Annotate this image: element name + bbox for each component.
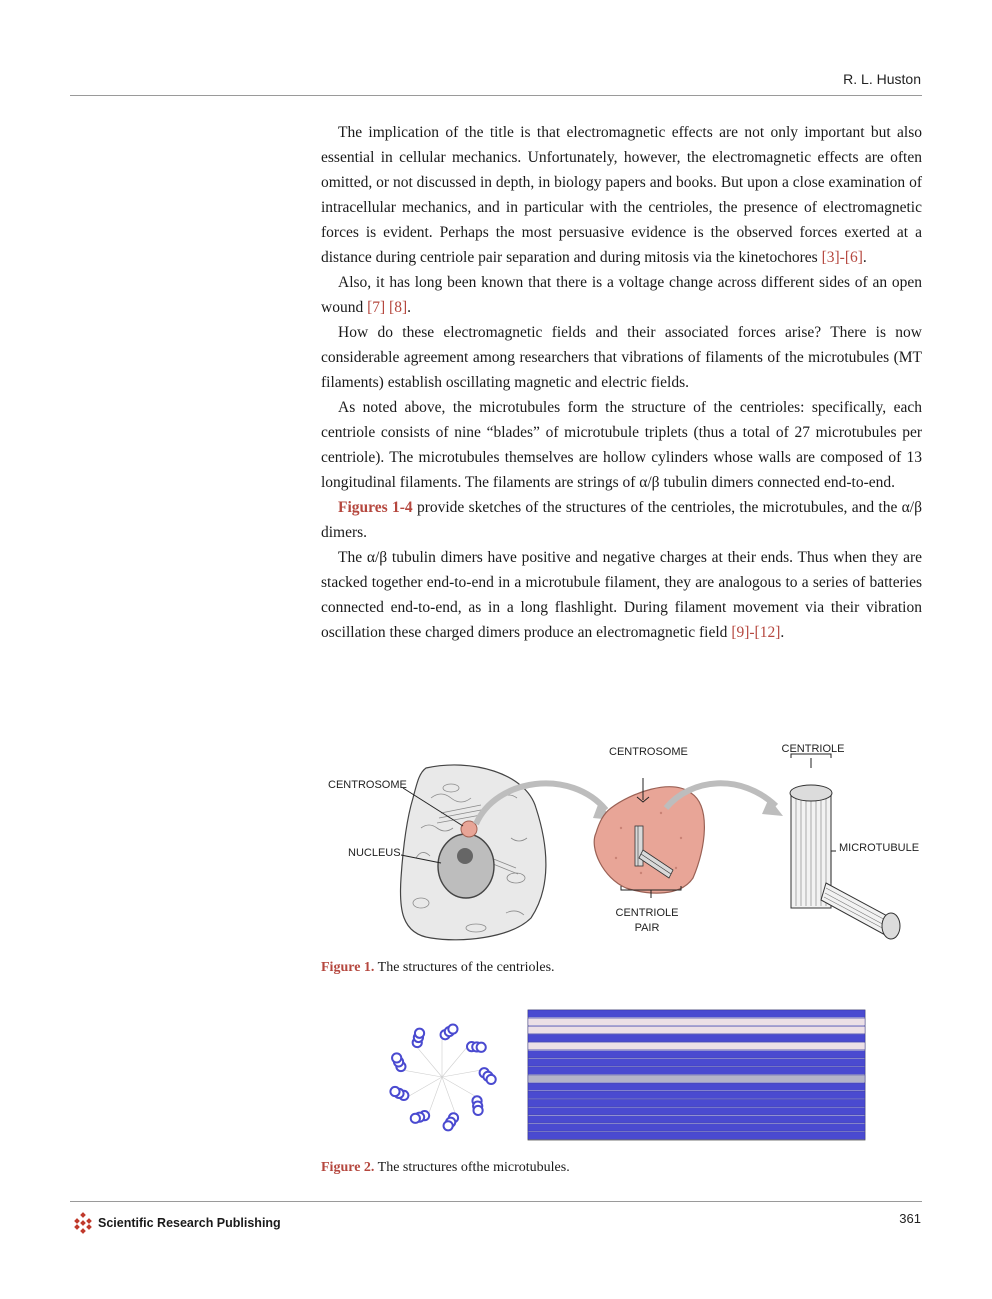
figure-2-microtubule-illustration	[370, 1005, 880, 1150]
paragraph-2: Also, it has long been known that there is a voltage change across different sides of an open wound [7] [8].	[321, 274, 922, 316]
filament-band	[528, 1132, 865, 1139]
filament-band	[528, 1010, 865, 1017]
spoke	[428, 1077, 442, 1116]
filament-band	[528, 1043, 865, 1050]
label-nucleus: NUCLEUS	[348, 847, 401, 859]
figure-2-caption-text: The structures ofthe microtubules.	[374, 1160, 570, 1175]
filament-band	[528, 1091, 865, 1098]
microtubule-triplet-circle	[477, 1043, 486, 1052]
filament-band	[528, 1059, 865, 1066]
page-number: 361	[899, 1211, 921, 1226]
body-text	[321, 120, 922, 645]
microtubule-triplet-circle	[473, 1106, 482, 1115]
microtubule-triplet-circle	[411, 1114, 420, 1123]
centriole-3d	[790, 785, 900, 939]
microtubule-triplet-circle	[444, 1121, 453, 1130]
filament-band	[528, 1067, 865, 1074]
microtubule-triplet-circle	[448, 1024, 457, 1033]
figure-2-caption	[321, 1160, 570, 1176]
spoke	[406, 1077, 442, 1098]
figure-1-caption-text: The structures of the centrioles.	[374, 960, 555, 975]
filament-band	[528, 1018, 865, 1025]
spoke	[415, 1045, 442, 1077]
microtubule-triplet-circle	[487, 1075, 496, 1084]
label-centriole-pair-1: CENTRIOLE	[615, 907, 679, 919]
figure-1-caption	[321, 960, 555, 976]
srp-logo-icon	[72, 1212, 94, 1234]
spoke	[442, 1077, 478, 1098]
microtubule-triplet-circle	[415, 1029, 424, 1038]
paragraph-5: Figures 1-4 provide sketches of the structures of the centrioles, the microtubules, and the α/β dimers.	[321, 499, 922, 541]
nucleolus	[457, 848, 473, 864]
label-centrosome-left: CENTROSOME	[328, 779, 407, 791]
spoke	[401, 1070, 442, 1077]
nucleus	[438, 834, 494, 898]
filament-band	[528, 1034, 865, 1041]
spoke	[442, 1045, 469, 1077]
figure-1-centriole-illustration	[321, 738, 921, 960]
microtubule-cross-section	[390, 1024, 495, 1130]
filament-band	[528, 1099, 865, 1106]
citation-link[interactable]: [7] [8]	[367, 299, 408, 316]
spoke	[442, 1077, 456, 1116]
centrosome-dot	[461, 821, 477, 837]
header-rule	[70, 95, 922, 96]
microtubule-filament-stack	[528, 1010, 865, 1140]
filament-band	[528, 1026, 865, 1033]
spoke	[442, 1070, 483, 1077]
centrosome-enlarged	[594, 787, 704, 893]
paragraph-6: The α/β tubulin dimers have positive and negative charges at their ends. Thus when they are stacked together end-to-end in a microtubule filament, they are analogous to a series of batteries connected end-to-end, as in a long flashlight. During filament movement via their vibration oscillation these charged dimers produce an electromagnetic field [9]-[12].	[321, 549, 922, 641]
label-centriole-top: CENTRIOLE	[781, 743, 845, 755]
footer-rule	[70, 1201, 922, 1202]
label-centrosome-top: CENTROSOME	[609, 746, 688, 758]
label-microtubule: MICROTUBULE	[839, 842, 920, 854]
filament-band	[528, 1051, 865, 1058]
filament-band	[528, 1108, 865, 1115]
leader-line-microtubule	[831, 851, 836, 883]
paragraph-1: The implication of the title is that electromagnetic effects are not only important but also essential in cellular mechanics. Unfortunately, however, the electromagnetic effects are often omitted, or not discussed in depth, in biology papers and books. But upon a close examination of intracellular mechanics, and in particular with the centrioles, the presence of electromagnetic forces is evident. Perhaps the most persuasive evidence is the observed forces exerted at a distance during centriole pair separation and during mitosis via the kinetochores [3]-[6].	[321, 124, 922, 266]
paragraph-4: As noted above, the microtubules form the structure of the centrioles: specifically, each centriole consists of nine “blades” of microtubule triplets (thus a total of 27 microtubules per centriole). The microtubules themselves are hollow cylinders whose walls are composed of 13 longitudinal filaments. The filaments are strings of α/β tubulin dimers connected end-to-end.	[321, 399, 922, 491]
publisher-name: Scientific Research Publishing	[98, 1216, 281, 1230]
microtubule-triplet-circle	[390, 1087, 399, 1096]
running-header-author: R. L. Huston	[843, 71, 921, 87]
filament-band	[528, 1116, 865, 1123]
label-centriole-pair-2: PAIR	[634, 922, 660, 934]
citation-link[interactable]: [3]-[6]	[821, 249, 863, 266]
figure-1-caption-label: Figure 1.	[321, 960, 375, 975]
figure-2-caption-label: Figure 2.	[321, 1160, 375, 1175]
filament-band	[528, 1075, 865, 1082]
paragraph-3: How do these electromagnetic fields and their associated forces arise? There is now considerable agreement among researchers that vibrations of filaments of the microtubules (MT filaments) establish oscillating magnetic and electric fields.	[321, 324, 922, 391]
citation-link[interactable]: [9]-[12]	[731, 624, 781, 641]
figure-link[interactable]: Figures 1-4	[338, 499, 413, 516]
filament-band	[528, 1083, 865, 1090]
publisher-logo[interactable]	[72, 1212, 281, 1234]
microtubule-triplet-circle	[392, 1053, 401, 1062]
filament-band	[528, 1124, 865, 1131]
